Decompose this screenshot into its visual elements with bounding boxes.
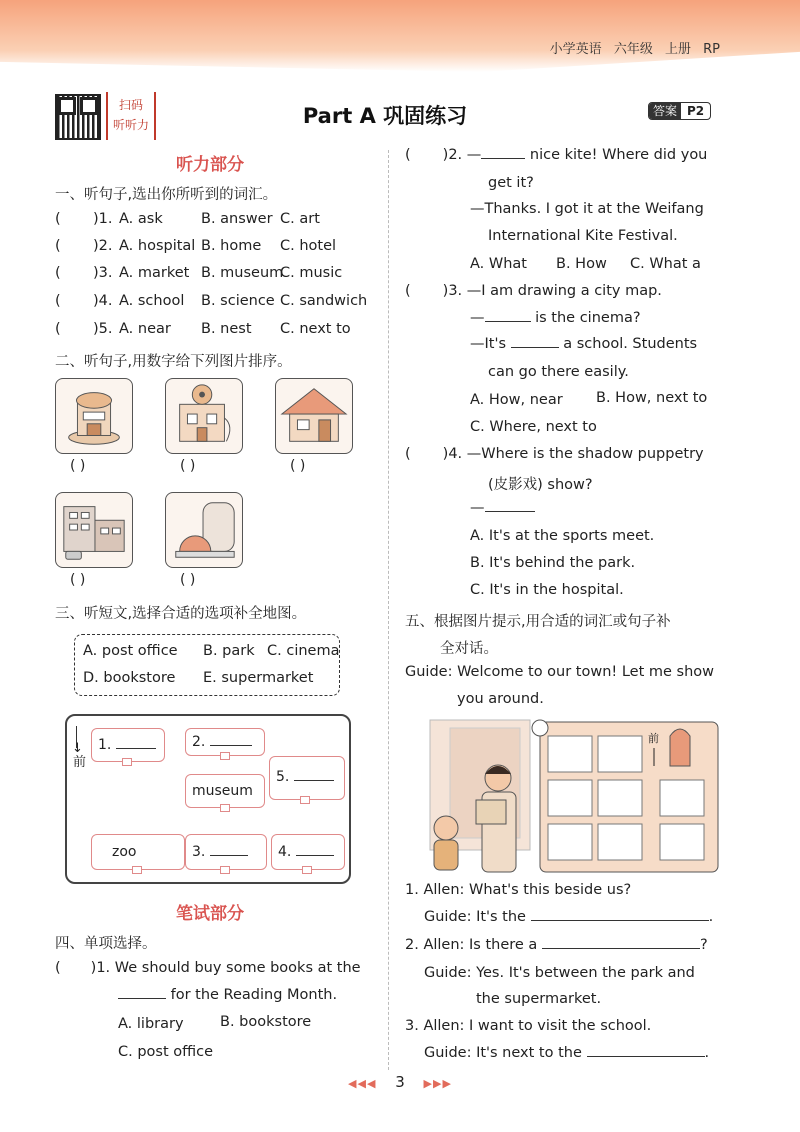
q5-2-guide-line2: the supermarket. xyxy=(476,991,602,1007)
q4-instruction: 四、单项选择。 xyxy=(55,936,157,952)
q4-2-option-b: B. How xyxy=(556,256,607,272)
q4-4-line2: (皮影戏) show? xyxy=(488,477,593,493)
q5-3-allen: 3. Allen: I want to visit the school. xyxy=(405,1018,652,1034)
q5-instruction-line2: 全对话。 xyxy=(440,641,498,657)
q3-option: C. cinema xyxy=(267,643,340,659)
q2-answer-bracket[interactable]: ( ) xyxy=(70,458,86,474)
map-zoo: zoo xyxy=(91,834,185,870)
q1-option-b: B. science xyxy=(201,293,275,309)
prev-arrows-icon[interactable]: ◀◀◀ xyxy=(348,1077,377,1090)
q4-3-question: ( )3. —I am drawing a city map. xyxy=(405,283,662,299)
q1-option-c: C. music xyxy=(280,265,343,281)
q1-option-a: A. near xyxy=(119,321,171,337)
volume-label: 上册 xyxy=(664,42,691,57)
q2-instruction: 二、听句子,用数字给下列图片排序。 xyxy=(55,354,292,370)
scan-label-line2: 听听力 xyxy=(112,118,149,132)
town-scene-illustration xyxy=(410,716,720,878)
q4-2-line3: —Thanks. I got it at the Weifang xyxy=(470,201,704,217)
answer-tag[interactable] xyxy=(648,102,711,120)
q4-2-option-a: A. What xyxy=(470,256,527,272)
q2-answer-bracket[interactable]: ( ) xyxy=(70,572,86,588)
q1-option-b: B. museum xyxy=(201,265,284,281)
q1-option-c: C. hotel xyxy=(280,238,337,254)
q4-1-line2: for the Reading Month. xyxy=(118,987,337,1003)
q2-answer-bracket[interactable]: ( ) xyxy=(180,572,196,588)
next-arrows-icon[interactable]: ▶▶▶ xyxy=(423,1077,452,1090)
q3-instruction: 三、听短文,选择合适的选项补全地图。 xyxy=(55,606,307,622)
q3-option-box xyxy=(74,634,340,696)
grade-label: 六年级 xyxy=(613,42,653,57)
picture-house-building xyxy=(275,378,353,454)
q1-instruction: 一、听句子,选出你所听到的词汇。 xyxy=(55,187,278,203)
q1-option-a: A. school xyxy=(119,293,185,309)
picture-museum-building xyxy=(55,378,133,454)
scene-front-label: 前 xyxy=(648,732,659,745)
q4-2-question: ( )2. — nice kite! Where did you xyxy=(405,147,708,163)
page-footer xyxy=(0,1073,800,1091)
q1-option-a: A. market xyxy=(119,265,190,281)
q5-1-answer-blank[interactable] xyxy=(531,920,709,921)
q5-guide-line1: Guide: Welcome to our town! Let me show xyxy=(405,664,715,680)
picture-hospital-building xyxy=(55,492,133,568)
q3-option: B. park xyxy=(203,643,255,659)
q4-1-option-a: A. library xyxy=(118,1016,184,1032)
q4-4-option-a: A. It's at the sports meet. xyxy=(470,528,655,544)
q4-2-line2: get it? xyxy=(488,175,534,191)
q4-3-option-b: B. How, next to xyxy=(596,390,708,406)
q1-option-a: A. ask xyxy=(119,211,163,227)
q3-option: E. supermarket xyxy=(203,670,314,686)
q4-3-line4: can go there easily. xyxy=(488,364,629,380)
answer-tag-page: P2 xyxy=(687,104,705,118)
q1-option-c: C. art xyxy=(280,211,320,227)
map-blank-2[interactable]: 2. xyxy=(185,728,265,756)
q4-1-option-c: C. post office xyxy=(118,1044,214,1060)
q3-map xyxy=(65,714,351,884)
front-label: 前 xyxy=(73,755,87,770)
q4-3-line3: —It's a school. Students xyxy=(470,336,698,352)
north-arrow: ↓ 前 xyxy=(73,726,86,770)
page-title: Part A 巩固练习 xyxy=(302,104,468,128)
q5-2-answer-blank[interactable] xyxy=(542,948,700,949)
scan-label-line1: 扫码 xyxy=(118,98,143,112)
q5-3-answer-blank[interactable] xyxy=(587,1056,705,1057)
q4-3-line2: — is the cinema? xyxy=(470,310,641,326)
q1-option-b: B. nest xyxy=(201,321,252,337)
edition-label: RP xyxy=(703,42,720,57)
map-blank-4[interactable]: 4. xyxy=(271,834,345,870)
q1-option-c: C. sandwich xyxy=(280,293,368,309)
q1-item: ( )3. A. market B. museum C. music xyxy=(55,265,343,281)
header-banner xyxy=(0,0,800,72)
q4-4-option-c: C. It's in the hospital. xyxy=(470,582,624,598)
q3-option: D. bookstore xyxy=(83,670,176,686)
q4-1-question: ( )1. We should buy some books at the xyxy=(55,960,361,976)
q5-1-allen: 1. Allen: What's this beside us? xyxy=(405,882,632,898)
q2-answer-bracket[interactable]: ( ) xyxy=(290,458,306,474)
writing-section-heading: 笔试部分 xyxy=(176,904,244,924)
q4-1-option-b: B. bookstore xyxy=(220,1014,312,1030)
map-blank-1[interactable]: 1. xyxy=(91,728,165,762)
q5-1-guide: Guide: It's the . xyxy=(424,909,714,925)
q1-option-b: B. home xyxy=(201,238,262,254)
q1-option-b: B. answer xyxy=(201,211,273,227)
q4-4-answer-blank[interactable]: — xyxy=(470,500,535,516)
q5-guide-line2: you around. xyxy=(457,691,544,707)
q1-item: ( )2. A. hospital B. home C. hotel xyxy=(55,238,337,254)
q1-option-a: A. hospital xyxy=(119,238,196,254)
q1-item: ( )5. A. near B. nest C. next to xyxy=(55,321,351,337)
q5-instruction-line1: 五、根据图片提示,用合适的词汇或句子补 xyxy=(405,614,671,630)
q5-2-allen: 2. Allen: Is there a ? xyxy=(405,937,708,953)
column-divider xyxy=(388,150,389,1070)
series-label: 小学英语 xyxy=(549,42,602,57)
q4-3-option-c: C. Where, next to xyxy=(470,419,597,435)
picture-science-museum-building xyxy=(165,492,243,568)
q4-4-option-b: B. It's behind the park. xyxy=(470,555,636,571)
map-museum: museum xyxy=(185,774,265,808)
q1-option-c: C. next to xyxy=(280,321,351,337)
q2-answer-bracket[interactable]: ( ) xyxy=(180,458,196,474)
listening-section-heading: 听力部分 xyxy=(176,155,244,175)
picture-cinema-building xyxy=(165,378,243,454)
q5-2-guide: Guide: Yes. It's between the park and xyxy=(424,965,695,981)
map-blank-5[interactable]: 5. xyxy=(269,756,345,800)
header-info xyxy=(550,38,720,57)
answer-tag-label: 答案 xyxy=(649,103,681,119)
q4-2-option-c: C. What a xyxy=(630,256,701,272)
q4-3-option-a: A. How, near xyxy=(470,392,563,408)
q1-item: ( )4. A. school B. science C. sandwich xyxy=(55,293,368,309)
q5-3-guide: Guide: It's next to the . xyxy=(424,1045,710,1061)
q3-option: A. post office xyxy=(83,643,178,659)
q4-4-question: ( )4. —Where is the shadow puppetry xyxy=(405,446,704,462)
page-number: 3 xyxy=(395,1073,405,1091)
q1-item: ( )1. A. ask B. answer C. art xyxy=(55,211,320,227)
q4-2-line4: International Kite Festival. xyxy=(488,228,678,244)
map-blank-3[interactable]: 3. xyxy=(185,834,267,870)
